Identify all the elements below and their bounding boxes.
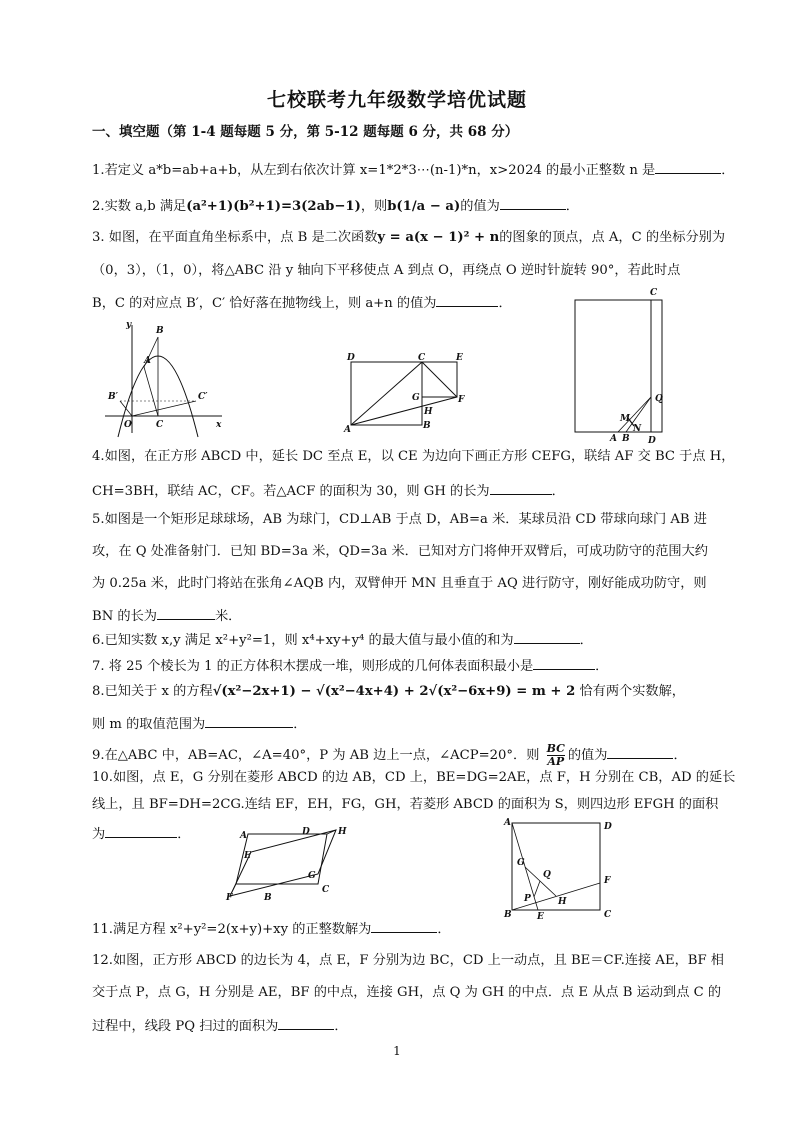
question-7 xyxy=(92,656,608,675)
figure-q5-field xyxy=(568,285,668,445)
fraction-denominator: AP xyxy=(547,755,565,768)
label-O: O xyxy=(124,420,132,430)
answer-blank xyxy=(533,656,595,670)
answer-blank xyxy=(371,919,437,933)
label-C: C xyxy=(322,885,330,895)
label-B: B xyxy=(423,421,431,431)
figure-q10-rhombus xyxy=(222,822,362,904)
label-E: E xyxy=(537,912,544,922)
figure-q4-squares xyxy=(344,352,469,435)
question-8-line-1 xyxy=(92,684,685,700)
label-D: D xyxy=(648,436,656,446)
segment-pq xyxy=(534,881,540,897)
question-2-expression: b(1/a − a) xyxy=(387,199,461,214)
question-3-text-c: B，C 的对应点 B′，C′ 恰好落在抛物线上，则 a+n 的值为 xyxy=(92,296,437,311)
period: ． xyxy=(721,163,735,178)
question-3-equation: y = a(x − 1)² + n xyxy=(377,230,500,245)
fraction-numerator: BC xyxy=(546,742,565,755)
question-10-text: 为 xyxy=(92,827,106,842)
question-4-line-1: 4.如图，在正方形 ABCD 中，延长 DC 至点 E，以 CE 为边向下画正方形 CEFG，联结 AF 交 BC 于点 H， xyxy=(92,449,735,464)
label-G: G xyxy=(412,393,420,403)
label-B: B xyxy=(504,910,512,920)
label-B: B xyxy=(264,893,272,903)
label-F: F xyxy=(226,893,233,903)
question-5-unit: 米． xyxy=(214,609,242,624)
question-8-text-b: 恰有两个实数解， xyxy=(579,684,685,699)
segment-bp-o xyxy=(120,401,132,416)
question-8-line-2 xyxy=(92,714,306,733)
period: ． xyxy=(437,922,451,937)
label-B: B xyxy=(156,326,164,336)
answer-blank xyxy=(278,1016,334,1030)
answer-blank xyxy=(500,196,566,210)
question-9-fraction xyxy=(547,743,565,768)
figure-q3-parabola xyxy=(100,315,230,440)
label-A: A xyxy=(344,425,351,435)
question-2 xyxy=(92,196,579,215)
question-12-line-1: 12.如图，正方形 ABCD 的边长为 4，点 E，F 分别为边 BC，CD 上一动点，且 BE＝CF.连接 AE，BF 相 xyxy=(92,953,724,968)
label-G: G xyxy=(517,858,525,868)
question-4-line-2 xyxy=(92,481,565,500)
label-A: A xyxy=(240,831,247,841)
label-Cprime: C′ xyxy=(198,392,208,402)
label-P: P xyxy=(524,894,531,904)
label-H: H xyxy=(558,897,567,907)
label-M: M xyxy=(620,414,630,424)
question-8-text-c: 则 m 的取值范围为 xyxy=(92,717,206,732)
label-D: D xyxy=(347,353,355,363)
label-A: A xyxy=(144,356,151,366)
label-C: C xyxy=(156,420,164,430)
question-6 xyxy=(92,630,593,649)
label-C: C xyxy=(604,910,612,920)
answer-blank xyxy=(205,714,293,728)
segment-o-cp xyxy=(132,401,196,416)
label-A: A xyxy=(504,818,511,828)
answer-blank xyxy=(655,160,721,174)
question-2-equation: (a²+1)(b²+1)=3(2ab−1) xyxy=(186,199,361,214)
period: ． xyxy=(551,484,565,499)
question-10-line-3 xyxy=(92,824,190,843)
answer-blank xyxy=(514,630,580,644)
question-7-text: 7. 将 25 个棱长为 1 的正方体积木摆成一堆，则形成的几何体表面积最小是 xyxy=(92,659,534,674)
question-11 xyxy=(92,919,451,938)
period: ． xyxy=(595,659,609,674)
question-11-text: 11.满足方程 x²+y²=2(x+y)+xy 的正整数解为 xyxy=(92,922,372,937)
period: ． xyxy=(579,633,593,648)
period: ． xyxy=(293,717,307,732)
question-9-text-b: 的值为 xyxy=(567,748,608,763)
question-3-text: 3. 如图，在平面直角坐标系中，点 B 是二次函数 xyxy=(92,230,378,245)
label-C: C xyxy=(418,353,426,363)
question-4-text: CH=3BH，联结 AC，CF。若△ACF 的面积为 30，则 GH 的长为 xyxy=(92,484,490,499)
question-12-line-2: 交于点 P，点 G，H 分别是 AE，BF 的中点，连接 GH，点 Q 为 GH 的中点．点 E 从点 B 运动到点 C 的 xyxy=(92,985,722,1000)
label-E: E xyxy=(244,851,251,861)
question-5-line-3: 为 0.25a 米，此时门将站在张角∠AQB 内，双臂伸开 MN 且垂直于 AQ 进行防守，刚好能成功防守，则 xyxy=(92,576,707,591)
label-B: B xyxy=(622,434,630,444)
question-5-line-1: 5.如图是一个矩形足球球场，AB 为球门，CD⊥AB 于点 D，AB=a 米．某球员沿 CD 带球向球门 AB 进 xyxy=(92,512,707,527)
question-2-text-c: 的值为 xyxy=(460,199,500,214)
question-6-text: 6.已知实数 x,y 满足 x²+y²=1，则 x⁴+xy+y⁴ 的最大值与最小值的和为 xyxy=(92,633,514,648)
segment-cf xyxy=(422,362,457,397)
question-12-text: 过程中，线段 PQ 扫过的面积为 xyxy=(92,1019,279,1034)
answer-blank xyxy=(157,606,215,620)
question-5-line-4 xyxy=(92,606,241,625)
question-8-text: 8.已知关于 x 的方程 xyxy=(92,684,213,699)
answer-blank xyxy=(105,824,177,838)
field-rectangle xyxy=(575,300,662,432)
question-12-line-3 xyxy=(92,1016,348,1035)
label-D: D xyxy=(302,827,310,837)
period: ． xyxy=(498,296,512,311)
period: ． xyxy=(334,1019,348,1034)
label-G: G xyxy=(308,871,316,881)
question-5-text: BN 的长为 xyxy=(92,609,157,624)
segment-ac xyxy=(144,367,158,416)
label-N: N xyxy=(633,424,642,434)
question-10-line-2: 线上，且 BF=DH=2CG.连结 EF，EH，FG，GH，若菱形 ABCD 的面积为 S，则四边形 EFGH 的面积 xyxy=(92,797,719,812)
question-3-line-2: （0，3），（1，0），将△ABC 沿 y 轴向下平移使点 A 到点 O，再绕点 O 逆时针旋转 90°，若此时点 xyxy=(92,263,681,278)
label-H: H xyxy=(424,407,433,417)
label-Bprime: B′ xyxy=(108,392,118,402)
label-x: x xyxy=(216,420,222,430)
page-number: 1 xyxy=(393,1044,401,1058)
label-F: F xyxy=(604,876,611,886)
label-F: F xyxy=(458,395,465,405)
question-3-line-1 xyxy=(92,230,725,246)
question-9-text: 9.在△ABC 中，AB=AC，∠A=40°，P 为 AB 边上一点，∠ACP=20°．则 xyxy=(92,748,540,763)
period: ． xyxy=(177,827,191,842)
figure-q12-square xyxy=(500,815,620,920)
label-Q: Q xyxy=(655,394,663,404)
answer-blank xyxy=(436,293,498,307)
question-3-text-b: 的图象的顶点，点 A，C 的坐标分别为 xyxy=(499,230,726,245)
label-C: C xyxy=(650,288,658,298)
label-D: D xyxy=(604,822,612,832)
question-8-equation: √(x²−2x+1) − √(x²−4x+4) + 2√(x²−6x+9) = m + 2 xyxy=(212,684,576,699)
question-2-text: 2.实数 a,b 满足 xyxy=(92,199,187,214)
answer-blank xyxy=(490,481,552,495)
question-3-line-3 xyxy=(92,293,512,312)
section-heading: 一、填空题（第 1-4 题每题 5 分，第 5-12 题每题 6 分，共 68 分） xyxy=(92,124,519,140)
question-1-text: 1.若定义 a*b=ab+a+b，从左到右依次计算 x=1*2*3⋯(n-1)*n，x>2024 的最小正整数 n 是 xyxy=(92,163,656,178)
question-1 xyxy=(92,160,734,179)
label-Q: Q xyxy=(543,870,551,880)
period: ． xyxy=(565,199,579,214)
label-A: A xyxy=(610,434,617,444)
question-2-text-b: ，则 xyxy=(360,199,388,214)
label-y: y xyxy=(126,320,132,330)
question-10-line-1: 10.如图，点 E，G 分别在菱形 ABCD 的边 AB，CD 上，BE=DG=2AE，点 F，H 分别在 CB，AD 的延长 xyxy=(92,770,736,785)
question-9 xyxy=(92,743,687,768)
label-H: H xyxy=(338,827,347,837)
period: ． xyxy=(673,748,687,763)
label-E: E xyxy=(456,353,463,363)
answer-blank xyxy=(607,745,673,759)
question-5-line-2: 攻，在 Q 处准备射门．已知 BD=3a 米，QD=3a 米．已知对方门将伸开双臂后，可成功防守的范围大约 xyxy=(92,544,708,559)
page-title: 七校联考九年级数学培优试题 xyxy=(266,89,527,111)
